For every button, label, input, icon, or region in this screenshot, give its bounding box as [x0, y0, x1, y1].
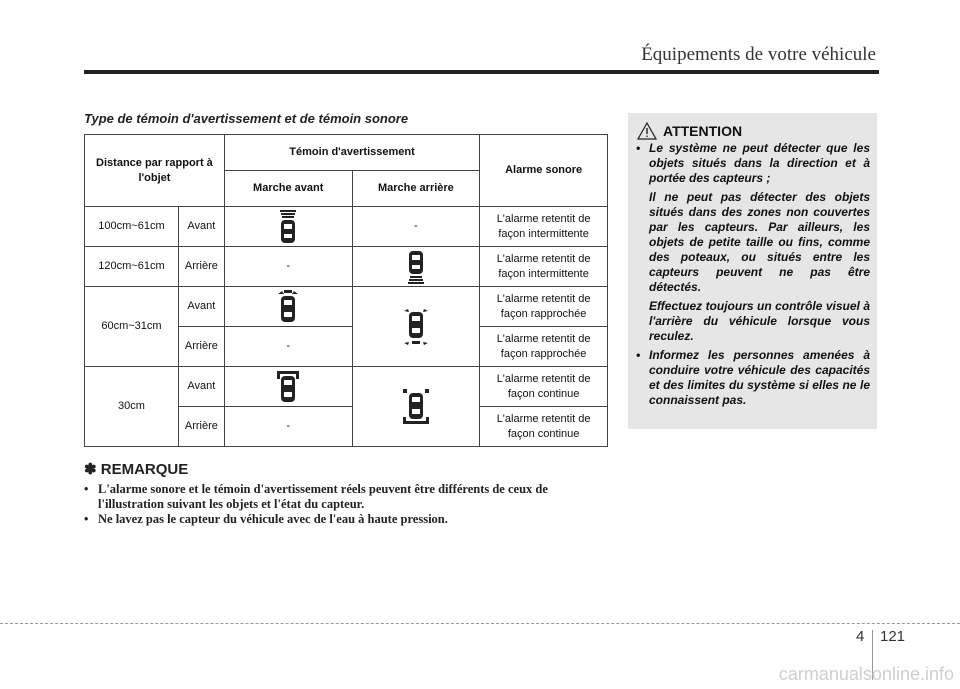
col-arriere-header: Marche arrière	[352, 171, 480, 207]
footer-rule	[0, 623, 960, 625]
note-item: • Ne lavez pas le capteur du véhicule avec de l'eau à haute pression.	[84, 512, 614, 527]
row-alarme: L'alarme retentit de façon intermittente	[480, 247, 608, 287]
attention-title: ATTENTION	[663, 123, 743, 139]
row-side: Arrière	[178, 327, 224, 367]
rear-indicator	[352, 247, 480, 287]
page-number: 121	[880, 628, 906, 645]
chapter-number: 4	[856, 628, 865, 645]
col-temoin-header: Témoin d'avertissement	[224, 135, 479, 171]
front-indicator	[224, 367, 352, 407]
front-indicator	[224, 287, 352, 327]
car-rear-waves-icon	[404, 250, 428, 284]
row-alarme: L'alarme retentit de façon rapprochée	[480, 287, 608, 327]
col-alarme-header: Alarme sonore	[480, 135, 608, 207]
row-side: Avant	[178, 287, 224, 327]
front-indicator	[224, 207, 352, 247]
row-alarme: L'alarme retentit de façon continue	[480, 407, 608, 447]
col-distance-header: Distance par rapport à l'objet	[85, 135, 225, 207]
col-avant-header: Marche avant	[224, 171, 352, 207]
row-alarme: L'alarme retentit de façon rapprochée	[480, 327, 608, 367]
rear-indicator	[352, 287, 480, 367]
attention-paragraph: • Informez les personnes amenées à conduire votre véhicule des capacités et des limites du système si elles ne le connaissent pas.	[649, 348, 870, 407]
row-arriere: -	[352, 207, 480, 247]
car-front-waves-icon	[276, 210, 300, 244]
attention-paragraph: • Le système ne peut détecter que les objets situés dans la direction et à portée des capteurs ;	[649, 141, 870, 185]
rear-indicator	[352, 367, 480, 447]
car-rear-close-icon	[401, 387, 431, 427]
car-front-close-icon	[274, 370, 302, 404]
row-avant: -	[224, 327, 352, 367]
attention-list	[636, 141, 870, 412]
row-distance: 100cm~61cm	[85, 207, 179, 247]
row-side: Avant	[178, 207, 224, 247]
attention-header	[637, 122, 742, 140]
row-side: Avant	[178, 367, 224, 407]
attention-box	[628, 113, 877, 429]
watermark: carmanualsonline.info	[778, 664, 954, 684]
note-title: ✽ REMARQUE	[84, 461, 189, 478]
note-section	[84, 460, 614, 527]
row-distance: 60cm~31cm	[85, 287, 179, 367]
attention-item	[636, 348, 870, 408]
section-title: Type de témoin d'avertissement et de témoin sonore	[84, 111, 409, 126]
header-title: Équipements de votre véhicule	[641, 44, 876, 65]
note-item: • L'alarme sonore et le témoin d'avertissement réels peuvent être différents de ceux de l'illustration suivant les objets et l'état du capteur.	[84, 482, 614, 512]
row-distance: 30cm	[85, 367, 179, 447]
attention-item	[636, 141, 870, 344]
row-side: Arrière	[178, 247, 224, 287]
attention-paragraph: Effectuez toujours un contrôle visuel à l'arrière du véhicule lorsque vous reculez.	[649, 299, 870, 343]
car-rear-sensors-icon	[401, 307, 431, 347]
note-list	[84, 482, 614, 527]
car-front-sensors-icon	[274, 290, 302, 324]
row-alarme: L'alarme retentit de façon continue	[480, 367, 608, 407]
row-distance: 120cm~61cm	[85, 247, 179, 287]
warning-table	[84, 134, 608, 447]
warning-triangle-icon	[637, 122, 657, 140]
row-side: Arrière	[178, 407, 224, 447]
header-rule	[84, 70, 879, 74]
row-avant: -	[224, 247, 352, 287]
row-avant: -	[224, 407, 352, 447]
row-alarme: L'alarme retentit de façon intermittente	[480, 207, 608, 247]
attention-paragraph: Il ne peut pas détecter des objets situés dans des zones non couvertes par les capteurs. Par ailleurs, les objets de petite taille ou fins, comme des poteaux, ou situés entre les capteurs peuvent ne pas être détectés.	[649, 190, 870, 294]
